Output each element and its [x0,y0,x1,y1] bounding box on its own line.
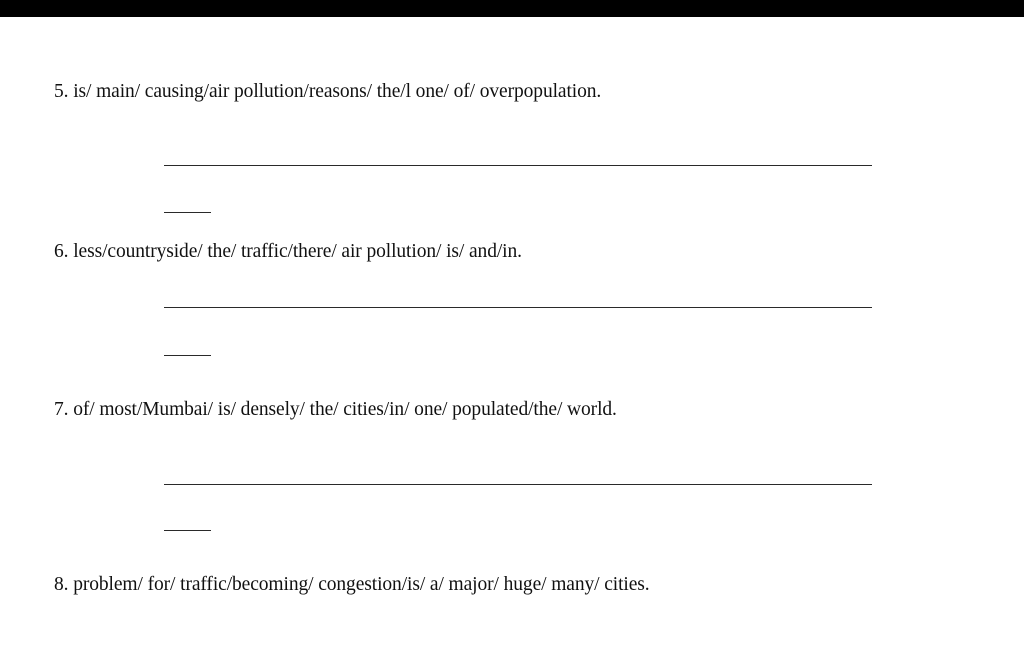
question-text: is/ main/ causing/air pollution/reasons/ the/l one/ of/ overpopulation. [73,81,602,102]
question-number: 8. [54,574,69,595]
answer-line-6[interactable] [164,307,872,308]
question-text: less/countryside/ the/ traffic/there/ air pollution/ is/ and/in. [73,241,522,262]
question-number: 7. [54,399,69,420]
question-number: 5. [54,81,69,102]
question-number: 6. [54,241,69,262]
question-text: problem/ for/ traffic/becoming/ congestion/is/ a/ major/ huge/ many/ cities. [73,574,650,595]
top-black-bar [0,0,1024,17]
question-text: of/ most/Mumbai/ is/ densely/ the/ cities/in/ one/ populated/the/ world. [73,399,617,420]
question-8 [54,573,650,597]
answer-line-6-continuation[interactable] [164,355,211,356]
question-6 [54,240,522,264]
question-7 [54,398,617,422]
answer-line-5[interactable] [164,165,872,166]
answer-line-5-continuation[interactable] [164,212,211,213]
answer-line-7-continuation[interactable] [164,530,211,531]
question-5 [54,80,601,104]
answer-line-7[interactable] [164,484,872,485]
